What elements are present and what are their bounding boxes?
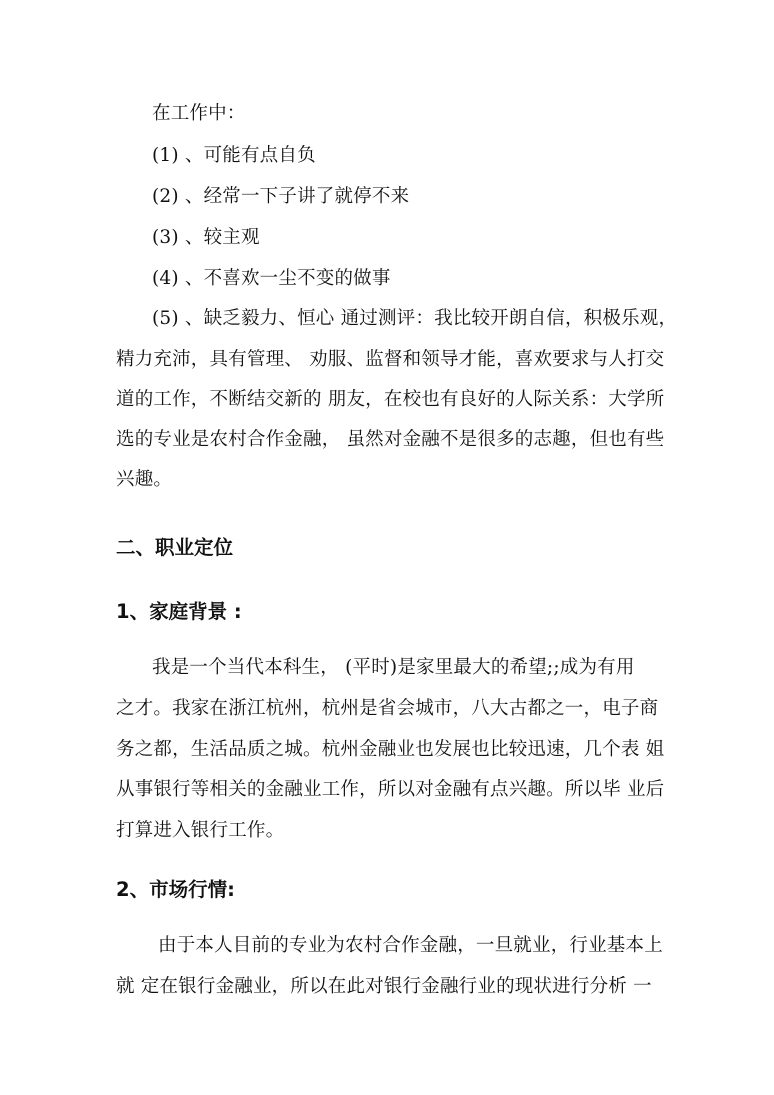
paragraph-line: 兴趣。 xyxy=(116,469,173,490)
paragraph-line: 由于本人目前的专业为农村合作金融，一旦就业，行业基本上 xyxy=(158,935,663,956)
section-heading-career-positioning: 二、职业定位 xyxy=(116,536,234,559)
subheading-family-background: 1、家庭背景 : xyxy=(116,600,242,623)
paragraph-line: 精力充沛，具有管理、 劝服、监督和领导才能，喜欢要求与人打交 xyxy=(116,349,665,370)
weakness-item-1: (1) 、可能有点自负 xyxy=(152,145,316,166)
weakness-item-4: (4) 、不喜欢一尘不变的做事 xyxy=(152,268,391,289)
paragraph-line: 从事银行等相关的金融业工作，所以对金融有点兴趣。所以毕 业后 xyxy=(116,779,665,800)
paragraph-line: 就 定在银行金融业，所以在此对银行金融行业的现状进行分析 一 xyxy=(116,976,652,997)
weakness-item-2: (2) 、经常一下子讲了就停不来 xyxy=(152,186,410,207)
paragraph-line: 打算进入银行工作。 xyxy=(116,820,285,841)
subheading-market-conditions: 2、市场行情: xyxy=(116,878,235,901)
paragraph-line: 务之都，生活品质之城。杭州金融业也发展也比较迅速，几个表 姐 xyxy=(116,739,665,760)
weakness-item-5: (5) 、缺乏毅力、恒心 通过测评：我比较开朗自信，积极乐观， xyxy=(152,308,678,329)
paragraph-line: 我是一个当代本科生， (平时)是家里最大的希望;;成为有用 xyxy=(152,657,635,678)
weakness-item-3: (3) 、较主观 xyxy=(152,227,260,248)
work-intro: 在工作中： xyxy=(152,103,246,124)
paragraph-line: 之才。我家在浙江杭州，杭州是省会城市，八大古都之一，电子商 xyxy=(116,698,659,719)
paragraph-line: 选的专业是农村合作金融， 虽然对金融不是很多的志趣，但也有些 xyxy=(116,429,665,450)
paragraph-line: 道的工作，不断结交新的 朋友，在校也有良好的人际关系：大学所 xyxy=(116,389,665,410)
